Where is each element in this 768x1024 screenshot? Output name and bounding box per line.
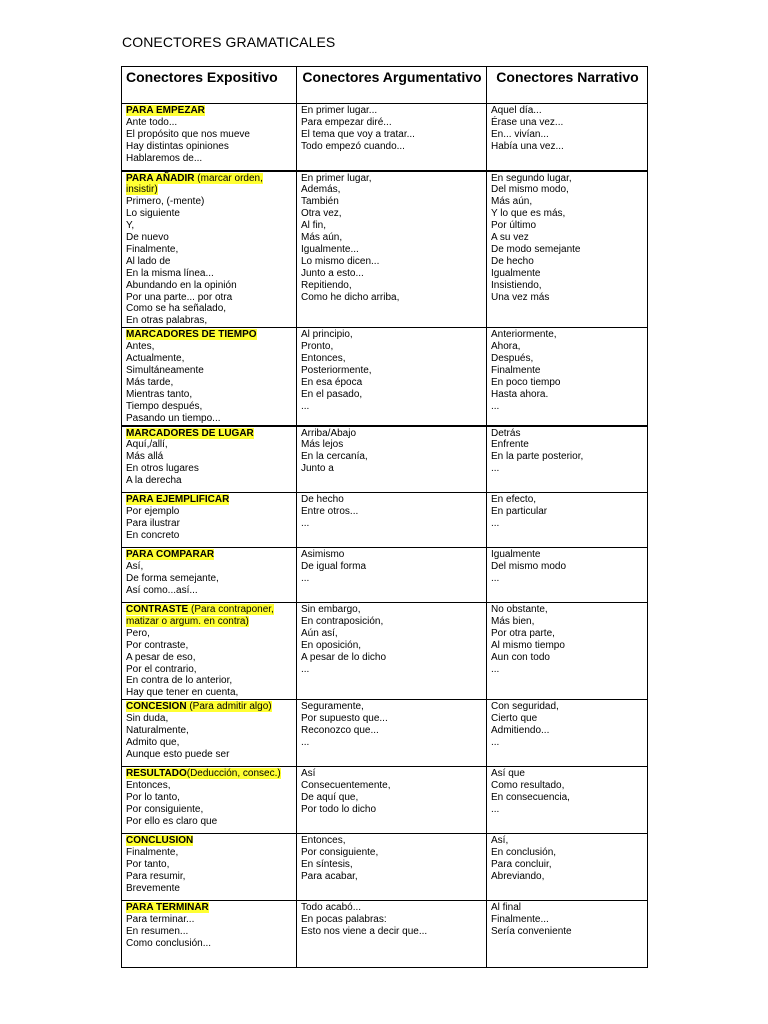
category-heading bbox=[126, 902, 293, 914]
table-body bbox=[122, 104, 648, 968]
connector-item: En concreto bbox=[126, 529, 180, 541]
category-heading bbox=[126, 835, 293, 847]
connector-item: ... bbox=[491, 572, 500, 584]
connector-item: Por último bbox=[491, 220, 537, 232]
connector-item: Sería conveniente bbox=[491, 926, 572, 938]
connector-item: El propósito que nos mueve bbox=[126, 128, 250, 140]
connector-item: Además, bbox=[301, 184, 341, 196]
connector-item: ... bbox=[301, 663, 310, 675]
category-heading-label: CONTRASTE bbox=[126, 604, 189, 616]
connector-item: Más lejos bbox=[301, 439, 344, 451]
connector-item: Así que bbox=[491, 768, 525, 780]
connector-item: Con seguridad, bbox=[491, 701, 559, 713]
connector-item: Al lado de bbox=[126, 255, 171, 267]
category-heading-note: (Deducción, consec.) bbox=[186, 768, 281, 780]
connector-item: Hay distintas opiniones bbox=[126, 140, 229, 152]
cell-expositivo bbox=[122, 700, 297, 767]
category-heading bbox=[126, 768, 293, 780]
connector-item: A pesar de lo dicho bbox=[301, 651, 387, 663]
connector-item: En síntesis, bbox=[301, 859, 353, 871]
connector-item: Más bien, bbox=[491, 615, 535, 627]
connector-item: Reconozco que... bbox=[301, 725, 379, 737]
connector-item: Insistiendo, bbox=[491, 279, 542, 291]
cell-expositivo bbox=[122, 767, 297, 834]
connector-item: Por otra parte, bbox=[491, 627, 555, 639]
connector-item: Ante todo... bbox=[126, 116, 178, 128]
cell-expositivo bbox=[122, 493, 297, 548]
category-heading-note: (marcar orden, insistir) bbox=[126, 172, 263, 196]
cell-narrativo bbox=[487, 548, 648, 603]
connector-item: En segundo lugar, bbox=[491, 172, 572, 184]
cell-argumentativo bbox=[297, 767, 487, 834]
connector-item: De hecho bbox=[301, 494, 344, 506]
cell-expositivo bbox=[122, 548, 297, 603]
connector-item: Aún así, bbox=[301, 627, 338, 639]
connector-item: Del mismo modo bbox=[491, 560, 567, 572]
cell-narrativo bbox=[487, 603, 648, 700]
connector-item: En la parte posterior, bbox=[491, 451, 584, 463]
connector-item: Así bbox=[301, 768, 316, 780]
connector-item: Una vez más bbox=[491, 291, 550, 303]
connector-item: Hablaremos de... bbox=[126, 152, 203, 164]
connector-item: Por supuesto que... bbox=[301, 713, 388, 725]
connector-item: En la misma línea... bbox=[126, 267, 214, 279]
category-heading-label: MARCADORES DE TIEMPO bbox=[126, 329, 257, 341]
table-row bbox=[122, 493, 648, 548]
cell-argumentativo bbox=[297, 171, 487, 328]
connector-item: Admito que, bbox=[126, 737, 180, 748]
connector-item: Como se ha señalado, bbox=[126, 303, 227, 315]
cell-argumentativo bbox=[297, 603, 487, 700]
cell-argumentativo bbox=[297, 493, 487, 548]
header-argumentativo: Conectores Argumentativo bbox=[297, 67, 487, 104]
connector-item: Por consiguiente, bbox=[301, 847, 379, 859]
category-heading bbox=[126, 173, 293, 197]
cell-narrativo bbox=[487, 700, 648, 767]
connector-item: No obstante, bbox=[491, 604, 548, 616]
connector-item: Hasta ahora. bbox=[491, 388, 549, 400]
category-heading-label: PARA COMPARAR bbox=[126, 549, 215, 561]
connector-item: Al fin, bbox=[301, 220, 327, 232]
connector-item: Por ello es claro que bbox=[126, 815, 218, 827]
connector-item: Todo acabó... bbox=[301, 902, 362, 914]
connector-item: En... vivían... bbox=[491, 128, 549, 140]
cell-narrativo bbox=[487, 171, 648, 328]
connector-item: Abreviando, bbox=[491, 871, 545, 882]
connector-item: Como he dicho arriba, bbox=[301, 291, 400, 303]
connector-item: Como resultado, bbox=[491, 780, 565, 792]
connector-item: Entonces, bbox=[301, 835, 346, 847]
connector-item: Sin embargo, bbox=[301, 604, 361, 616]
connector-item: El tema que voy a tratar... bbox=[301, 128, 415, 140]
connector-item: Igualmente bbox=[491, 267, 541, 279]
connector-item: Enfrente bbox=[491, 439, 529, 451]
connector-item: Entre otros... bbox=[301, 505, 359, 517]
connector-item: Ahora, bbox=[491, 341, 521, 353]
connector-item: Hay que tener en cuenta, bbox=[126, 687, 239, 699]
connector-item: Para empezar diré... bbox=[301, 116, 392, 128]
table-row bbox=[122, 328, 648, 426]
connector-item: Por lo tanto, bbox=[126, 792, 180, 804]
connector-item: Por el contrario, bbox=[126, 663, 197, 675]
connector-item: ... bbox=[491, 517, 500, 529]
connector-item: Esto nos viene a decir que... bbox=[301, 926, 428, 938]
table-row bbox=[122, 426, 648, 493]
connector-item: De forma semejante, bbox=[126, 572, 219, 584]
connector-item: Sin duda, bbox=[126, 713, 169, 725]
connector-item: A la derecha bbox=[126, 475, 182, 487]
cell-expositivo bbox=[122, 171, 297, 328]
cell-argumentativo bbox=[297, 104, 487, 171]
cell-argumentativo bbox=[297, 901, 487, 968]
connector-item: En consecuencia, bbox=[491, 792, 570, 804]
connector-item: Repitiendo, bbox=[301, 279, 352, 291]
connector-item: En poco tiempo bbox=[491, 376, 561, 388]
connector-item: Por todo lo dicho bbox=[301, 804, 377, 815]
connector-item: Al principio, bbox=[301, 329, 353, 341]
connector-item: Para terminar... bbox=[126, 914, 195, 926]
connector-item: De aquí que, bbox=[301, 792, 359, 804]
connector-item: Arriba/Abajo bbox=[301, 427, 357, 439]
connector-item: Igualmente... bbox=[301, 243, 359, 255]
connector-item: Y lo que es más, bbox=[491, 208, 566, 220]
cell-argumentativo bbox=[297, 426, 487, 493]
connector-item: Primero, (-mente) bbox=[126, 196, 205, 208]
cell-narrativo bbox=[487, 104, 648, 171]
table-row bbox=[122, 548, 648, 603]
cell-narrativo bbox=[487, 493, 648, 548]
cell-narrativo bbox=[487, 328, 648, 426]
connector-item: Brevemente bbox=[126, 882, 180, 894]
category-heading bbox=[126, 549, 293, 561]
connector-item: A su vez bbox=[491, 232, 529, 244]
table-row bbox=[122, 603, 648, 700]
connector-item: Así, bbox=[491, 835, 509, 847]
connector-item: Érase una vez... bbox=[491, 116, 564, 128]
connector-item: ... bbox=[491, 400, 500, 412]
connector-item: ... bbox=[301, 517, 310, 529]
connector-item: En otras palabras, bbox=[126, 315, 208, 327]
connector-item: De hecho bbox=[491, 255, 534, 267]
connector-item: Seguramente, bbox=[301, 701, 364, 713]
connector-item: Admitiendo... bbox=[491, 725, 550, 737]
document-title: CONECTORES GRAMATICALES bbox=[122, 34, 336, 50]
cell-narrativo bbox=[487, 767, 648, 834]
connector-item: En resumen... bbox=[126, 926, 189, 938]
connector-item: Más tarde, bbox=[126, 376, 174, 388]
connector-item: Otra vez, bbox=[301, 208, 342, 220]
category-heading-label: CONCLUSION bbox=[126, 835, 194, 847]
connector-item: Antes, bbox=[126, 341, 155, 353]
connector-item: Por una parte... por otra bbox=[126, 291, 233, 303]
category-heading bbox=[126, 105, 293, 117]
connector-item: Por contraste, bbox=[126, 639, 189, 651]
category-heading-label: MARCADORES DE LUGAR bbox=[126, 427, 254, 439]
cell-expositivo bbox=[122, 104, 297, 171]
connector-item: Por consiguiente, bbox=[126, 804, 204, 815]
connector-item: Para acabar, bbox=[301, 871, 358, 882]
category-heading bbox=[126, 604, 293, 628]
connector-item: En efecto, bbox=[491, 494, 537, 506]
cell-argumentativo bbox=[297, 700, 487, 767]
connector-item: Asimismo bbox=[301, 549, 345, 561]
connector-item: En pocas palabras: bbox=[301, 914, 387, 926]
connector-item: Mientras tanto, bbox=[126, 388, 193, 400]
connector-item: Para concluir, bbox=[491, 859, 552, 871]
cell-narrativo bbox=[487, 426, 648, 493]
category-heading-label: PARA AÑADIR bbox=[126, 172, 195, 184]
connector-item: Del mismo modo, bbox=[491, 184, 569, 196]
connector-item: Pronto, bbox=[301, 341, 334, 353]
category-heading bbox=[126, 329, 293, 341]
connector-item: De modo semejante bbox=[491, 243, 581, 255]
category-heading bbox=[126, 428, 293, 440]
connector-item: Posteriormente, bbox=[301, 365, 372, 376]
connector-item: En el pasado, bbox=[301, 388, 363, 400]
cell-expositivo bbox=[122, 603, 297, 700]
connector-item: Aquí,/allí, bbox=[126, 439, 168, 451]
connector-item: Tiempo después, bbox=[126, 400, 203, 412]
connector-item: Aun con todo bbox=[491, 651, 550, 663]
connector-item: Al mismo tiempo bbox=[491, 639, 565, 651]
table-row bbox=[122, 767, 648, 834]
connector-item: En oposición, bbox=[301, 639, 362, 651]
connector-item: Al final bbox=[491, 902, 522, 914]
connector-item: En particular bbox=[491, 505, 548, 517]
connector-item: Pasando un tiempo... bbox=[126, 412, 221, 424]
cell-expositivo bbox=[122, 328, 297, 426]
connector-item: Abundando en la opinión bbox=[126, 279, 237, 291]
connector-item: Como conclusión... bbox=[126, 938, 212, 949]
connector-item: Para resumir, bbox=[126, 871, 186, 882]
connector-item: En esa época bbox=[301, 376, 363, 388]
table-row bbox=[122, 171, 648, 328]
connector-item: Entonces, bbox=[126, 780, 171, 792]
category-heading-note: (Para contraponer, matizar o argum. en contra) bbox=[126, 604, 274, 627]
table-row bbox=[122, 834, 648, 901]
connector-item: Por ejemplo bbox=[126, 505, 180, 517]
connector-item: Así como...así... bbox=[126, 584, 198, 596]
category-heading-label: PARA EJEMPLIFICAR bbox=[126, 494, 230, 506]
cell-argumentativo bbox=[297, 548, 487, 603]
connector-item: Así, bbox=[126, 560, 144, 572]
connector-item: A pesar de eso, bbox=[126, 651, 196, 663]
connector-item: Entonces, bbox=[301, 353, 346, 365]
connector-item: Junto a esto... bbox=[301, 267, 364, 279]
category-heading-label: CONCESION bbox=[126, 701, 187, 713]
connector-item: En contraposición, bbox=[301, 615, 384, 627]
connector-item: Más aún, bbox=[491, 196, 533, 208]
connector-item: En primer lugar... bbox=[301, 105, 378, 116]
table-header-row bbox=[122, 67, 648, 104]
cell-narrativo bbox=[487, 834, 648, 901]
connector-item: Después, bbox=[491, 353, 534, 365]
connector-item: Y, bbox=[126, 220, 135, 232]
connector-item: Detrás bbox=[491, 427, 521, 439]
cell-expositivo bbox=[122, 901, 297, 968]
connector-item: También bbox=[301, 196, 339, 208]
connector-item: En conclusión, bbox=[491, 847, 557, 859]
cell-expositivo bbox=[122, 426, 297, 493]
connector-item: Pero, bbox=[126, 627, 150, 639]
connector-item: Aunque esto puede ser bbox=[126, 748, 230, 760]
table-row bbox=[122, 104, 648, 171]
connector-item: Lo siguiente bbox=[126, 208, 180, 220]
connector-item: Anteriormente, bbox=[491, 329, 557, 341]
connector-item: Más aún, bbox=[301, 232, 343, 244]
connector-item: Había una vez... bbox=[491, 140, 564, 152]
connector-item: ... bbox=[491, 737, 500, 748]
connector-item: Finalmente... bbox=[491, 914, 549, 926]
connector-item: ... bbox=[301, 737, 310, 748]
connector-item: ... bbox=[491, 804, 500, 815]
connector-item: Actualmente, bbox=[126, 353, 185, 365]
connector-item: ... bbox=[491, 663, 500, 675]
connector-item: ... bbox=[301, 400, 310, 412]
connector-item: Todo empezó cuando... bbox=[301, 140, 405, 152]
table-row bbox=[122, 901, 648, 968]
connector-item: En contra de lo anterior, bbox=[126, 675, 233, 687]
cell-argumentativo bbox=[297, 328, 487, 426]
connector-item: Por tanto, bbox=[126, 859, 170, 871]
connector-item: De igual forma bbox=[301, 560, 367, 572]
connector-item: Aquel día... bbox=[491, 105, 542, 116]
connector-item: Igualmente bbox=[491, 549, 541, 561]
connector-item: ... bbox=[491, 463, 500, 475]
category-heading bbox=[126, 701, 293, 713]
connector-item: Cierto que bbox=[491, 713, 538, 725]
connector-item: Lo mismo dicen... bbox=[301, 255, 380, 267]
connector-item: En la cercanía, bbox=[301, 451, 368, 463]
connector-item: Naturalmente, bbox=[126, 725, 189, 737]
connector-item: Consecuentemente, bbox=[301, 780, 391, 792]
connector-item: ... bbox=[301, 572, 310, 584]
connector-item: Finalmente bbox=[491, 365, 541, 376]
cell-narrativo bbox=[487, 901, 648, 968]
cell-argumentativo bbox=[297, 834, 487, 901]
connector-item: De nuevo bbox=[126, 232, 169, 244]
connector-item: Junto a bbox=[301, 463, 334, 475]
connector-item: Finalmente, bbox=[126, 243, 179, 255]
connector-item: En primer lugar, bbox=[301, 172, 372, 184]
category-heading-note: (Para admitir algo) bbox=[186, 701, 272, 713]
cell-expositivo bbox=[122, 834, 297, 901]
category-heading-label: PARA TERMINAR bbox=[126, 902, 209, 914]
connector-item: Para ilustrar bbox=[126, 517, 180, 529]
category-heading-label: PARA EMPEZAR bbox=[126, 105, 205, 116]
connector-item: Finalmente, bbox=[126, 847, 179, 859]
connectors-table bbox=[121, 66, 648, 968]
table-row bbox=[122, 700, 648, 767]
connector-item: En otros lugares bbox=[126, 463, 199, 475]
connector-item: Simultáneamente bbox=[126, 365, 204, 376]
header-expositivo: Conectores Expositivo bbox=[122, 67, 297, 104]
category-heading-label: RESULTADO bbox=[126, 768, 187, 780]
connector-item: Más allá bbox=[126, 451, 164, 463]
header-narrativo: Conectores Narrativo bbox=[487, 67, 648, 104]
category-heading bbox=[126, 494, 293, 506]
